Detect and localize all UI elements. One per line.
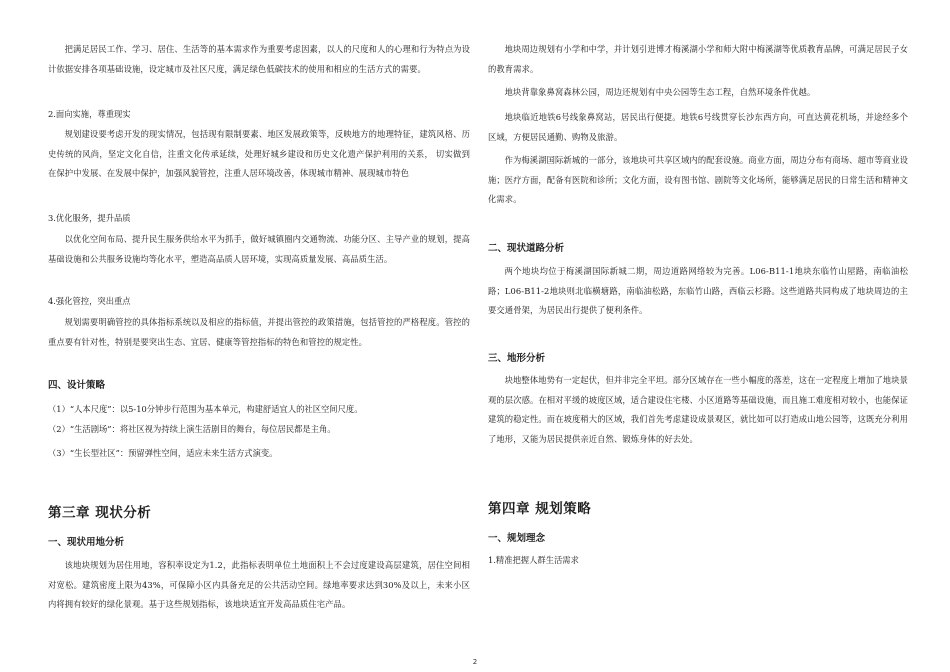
heading-land-analysis: 一、现状用地分析	[48, 537, 125, 548]
list-item-control: 4.强化管控，突出重点	[48, 296, 131, 306]
list-item-needs: 1.精准把握人群生活需求	[488, 555, 579, 565]
paragraph-control: 规划需要明确管控的具体指标系统以及相应的指标值，并提出管控的政策措施，包括管控的严格程度。管控的重点要有针对性，特别是要突出生态、宜居、健康等管控指标的特色和管控的规定性。	[48, 317, 470, 347]
heading-terrain-analysis: 三、地形分析	[488, 353, 546, 364]
heading-planning-concept: 一、规划理念	[488, 533, 546, 544]
list-item-implementation: 2.面向实施，尊重现实	[48, 109, 131, 119]
paragraph-terrain-analysis: 块地整体地势有一定起伏，但并非完全平坦。部分区域存在一些小幅度的落差，这在一定程度上增加了地块景观的层次感。在相对平缓的坡度区域，适合建设住宅楼、小区道路等基础设施，而且施工难度相对较小，也能保证建筑的稳定性。而在坡度稍大的区域，我们首先考虑建设成景观区，就比如可以打造成山地公园等，这既充分利用了地形，又能为居民提供亲近自然、锻炼身体的好去处。	[488, 375, 908, 444]
paragraph-forest-park: 地块背靠象鼻窝森林公园，周边还规划有中央公园等生态工程，自然环境条件优越。	[504, 87, 816, 97]
paragraph-human-needs: 把满足居民工作、学习、居住、生活等的基本需求作为重要考虑因素，以人的尺度和人的心理和行为特点为设计依据安排各项基础设施，设定城市及社区尺度，满足绿色低碳技术的使用和相应的生活方式的需要。	[48, 44, 470, 74]
paragraph-education: 地块周边规划有小学和中学，并计划引进博才梅溪湖小学和师大附中梅溪湖等优质教育品牌，可满足居民子女的教育需求。	[488, 44, 908, 74]
page-number: 2	[472, 658, 478, 666]
strategy-growth-community: （3）“生长型社区”：预留弹性空间，适应未来生活方式演变。	[48, 448, 278, 458]
chapter-4-title: 第四章 规划策略	[488, 501, 592, 517]
paragraph-metro: 地块临近地铁6号线象鼻窝站，居民出行便捷。地铁6号线贯穿长沙东西方向，可直达黄花机场，并途经多个区域，方便居民通勤、购物及旅游。	[488, 112, 908, 142]
heading-road-analysis: 二、现状道路分析	[488, 243, 565, 254]
paragraph-road-analysis: 两个地块均位于梅溪湖国际新城二期，周边道路网络较为完善。L06-B11-1地块东临竹山屋路，南临油松路；L06-B11-2地块则北临横塘路，南临油松路，东临竹山路，西临云杉路。这些道路共同构成了地块周边的主要交通骨架，为居民出行提供了便利条件。	[488, 266, 908, 315]
list-item-service: 3.优化服务，提升品质	[48, 213, 131, 223]
strategy-life-theater: （2）“生活剧场”：将社区视为持续上演生活剧目的舞台，每位居民都是主角。	[48, 424, 336, 434]
strategy-human-scale: （1）“人本尺度”：以5-10分钟步行范围为基本单元，构建舒适宜人的社区空间尺度。	[48, 404, 363, 414]
paragraph-optimize-service: 以优化空间布局、提升民生服务供给水平为抓手，做好城镇圈内交通物流、功能分区、主导产业的规划，提高基础设施和公共服务设施均等化水平，塑造高品质人居环境，实现高质量发展、高品质生活。	[48, 234, 470, 264]
paragraph-realistic-planning: 规划建设要考虑开发的现实情况，包括现有限制要素、地区发展政策等，反映地方的地理特征，建筑风格、历史传统的风尚，坚定文化自信，注重文化传承延续，处理好城乡建设和历史文化遗产保护利用的关系， 切实做到在保护中发展、在发展中保护，加强风貌管控，注重人居环境改善，体现城市精神、展现城市特色	[48, 129, 470, 178]
chapter-3-title: 第三章 现状分析	[48, 505, 152, 521]
paragraph-facilities: 作为梅溪湖国际新城的一部分，该地块可共享区域内的配套设施。商业方面，周边分布有商场、超市等商业设施；医疗方面，配备有医院和诊所；文化方面，设有图书馆、剧院等文化场所，能够满足居民的日常生活和精神文化需求。	[488, 155, 908, 204]
paragraph-land-analysis: 该地块规划为居住用地，容积率设定为1.2，此指标表明单位土地面积上不会过度建设高层建筑，居住空间相对宽松。建筑密度上限为43%，可保障小区内具备充足的公共活动空间。绿地率要求达到30%及以上，未来小区内将拥有较好的绿化景观。基于这些规划指标，该地块适宜开发高品质住宅产品。	[48, 560, 470, 609]
heading-design-strategy: 四、设计策略	[48, 380, 106, 391]
